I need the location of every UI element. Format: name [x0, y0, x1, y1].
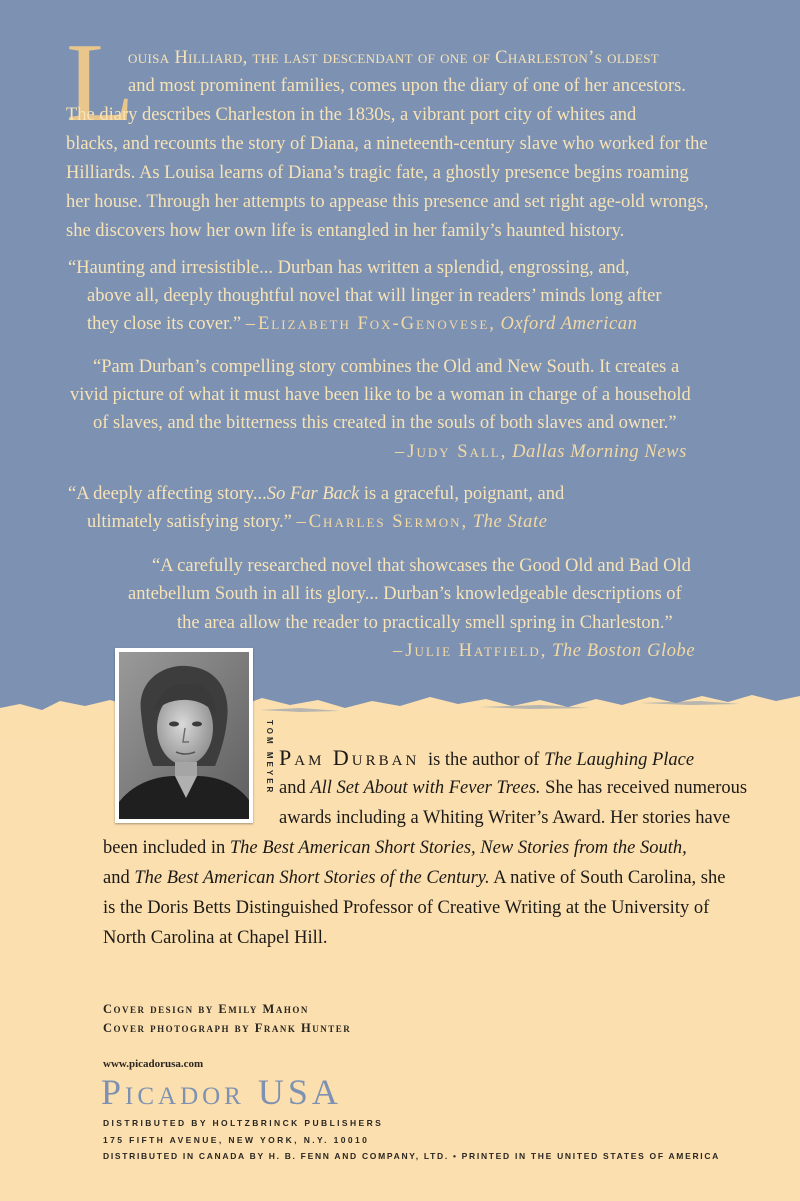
synopsis-line: Hilliards. As Louisa learns of Diana’s tragic fate, a ghostly presence begins roaming	[66, 163, 689, 183]
book-title: The Best American Short Stories, New Stories from the South,	[229, 838, 687, 858]
quote-line	[68, 480, 564, 508]
book-title: The Best American Short Stories of the Century.	[134, 868, 490, 888]
quote-line: “A carefully researched novel that showcases the Good Old and Bad Old	[152, 556, 691, 576]
quote-text: ultimately satisfying story.”	[87, 512, 292, 532]
attribution-source: Dallas Morning News	[512, 442, 687, 462]
bio-line	[103, 863, 725, 893]
attribution-dash: –	[393, 641, 403, 661]
bio-text: been included in	[103, 838, 230, 858]
quote-text: is a graceful, poignant, and	[359, 484, 565, 504]
synopsis-line: ouisa Hilliard, the last descendant of one of Charleston’s oldest	[128, 48, 660, 68]
publisher-website: www.picadorusa.com	[103, 1058, 204, 1070]
attribution-source: Oxford American	[500, 314, 638, 334]
author-portrait-image	[119, 652, 249, 819]
synopsis-line: The diary describes Charleston in the 1830s, a vibrant port city of whites and	[66, 105, 637, 125]
drop-cap: L	[66, 21, 135, 145]
attribution-name: Charles Sermon,	[308, 512, 469, 532]
bio-text: is the author of	[423, 750, 545, 770]
attribution-dash: –	[395, 442, 405, 462]
quote-line: the area allow the reader to practically smell spring in Charleston.”	[177, 613, 673, 633]
canada-distribution-line: DISTRIBUTED IN CANADA BY H. B. FENN AND COMPANY, LTD. • PRINTED IN THE UNITED STATES OF AMERICA	[103, 1151, 721, 1161]
publisher-logo: Picador USA	[101, 1072, 342, 1112]
quote-text: they close its cover.”	[87, 314, 242, 334]
bio-text: and	[103, 868, 135, 888]
bio-text: A native of South Carolina, she	[489, 868, 726, 888]
quote-text: “A deeply affecting story...	[68, 484, 267, 504]
bio-line	[103, 833, 687, 863]
attribution-name: Julie Hatfield,	[405, 641, 548, 661]
photo-credit: TOM MEYER	[265, 720, 274, 796]
attribution-dash: –	[296, 512, 306, 532]
quote-attribution	[395, 438, 687, 466]
cover-photo-credit: Cover photograph by Frank Hunter	[103, 1021, 352, 1035]
bio-line: awards including a Whiting Writer’s Award. Her stories have	[279, 808, 731, 828]
quote-attribution	[393, 637, 695, 665]
author-name: Pam Durban	[279, 745, 420, 770]
quote-line: “Haunting and irresistible... Durban has written a splendid, engrossing, and,	[68, 258, 630, 278]
attribution-name: Elizabeth Fox-Genovese,	[258, 314, 496, 334]
quote-line: above all, deeply thoughtful novel that will linger in readers’ minds long after	[87, 286, 662, 306]
quote-line: of slaves, and the bitterness this created in the souls of both slaves and owner.”	[93, 413, 677, 433]
book-title: All Set About with Fever Trees.	[310, 778, 541, 798]
quote-line: antebellum South in all its glory... Durban’s knowledgeable descriptions of	[128, 584, 682, 604]
bio-line: North Carolina at Chapel Hill.	[103, 928, 328, 948]
synopsis-line: blacks, and recounts the story of Diana, a nineteenth-century slave who worked for the	[66, 134, 708, 154]
synopsis-line: her house. Through her attempts to appease this presence and set right age-old wrongs,	[66, 192, 709, 212]
bio-line	[279, 773, 747, 803]
bio-text: She has received numerous	[540, 778, 748, 798]
book-title: The Laughing Place	[544, 750, 695, 770]
bio-line: is the Doris Betts Distinguished Professor of Creative Writing at the University of	[103, 898, 710, 918]
attribution-dash: –	[245, 314, 255, 334]
quote-line: “Pam Durban’s compelling story combines the Old and New South. It creates a	[93, 357, 680, 377]
quote-line	[87, 310, 637, 338]
attribution-source: The State	[472, 512, 548, 532]
quote-line	[87, 508, 548, 536]
cover-design-credit: Cover design by Emily Mahon	[103, 1002, 309, 1016]
publisher-address: 175 FIFTH AVENUE, NEW YORK, N.Y. 10010	[103, 1135, 370, 1145]
bio-text: and	[279, 778, 311, 798]
author-photo	[115, 648, 253, 823]
book-title: So Far Back	[266, 484, 360, 504]
quote-line: vivid picture of what it must have been like to be a woman in charge of a household	[70, 385, 691, 405]
synopsis-line: she discovers how her own life is entangled in her family’s haunted history.	[66, 221, 625, 241]
attribution-name: Judy Sall,	[407, 442, 508, 462]
attribution-source: The Boston Globe	[552, 641, 696, 661]
bio-line	[279, 743, 694, 773]
synopsis-line: and most prominent families, comes upon the diary of one of her ancestors.	[128, 76, 686, 96]
distributor-line: DISTRIBUTED BY HOLTZBRINCK PUBLISHERS	[103, 1118, 384, 1128]
